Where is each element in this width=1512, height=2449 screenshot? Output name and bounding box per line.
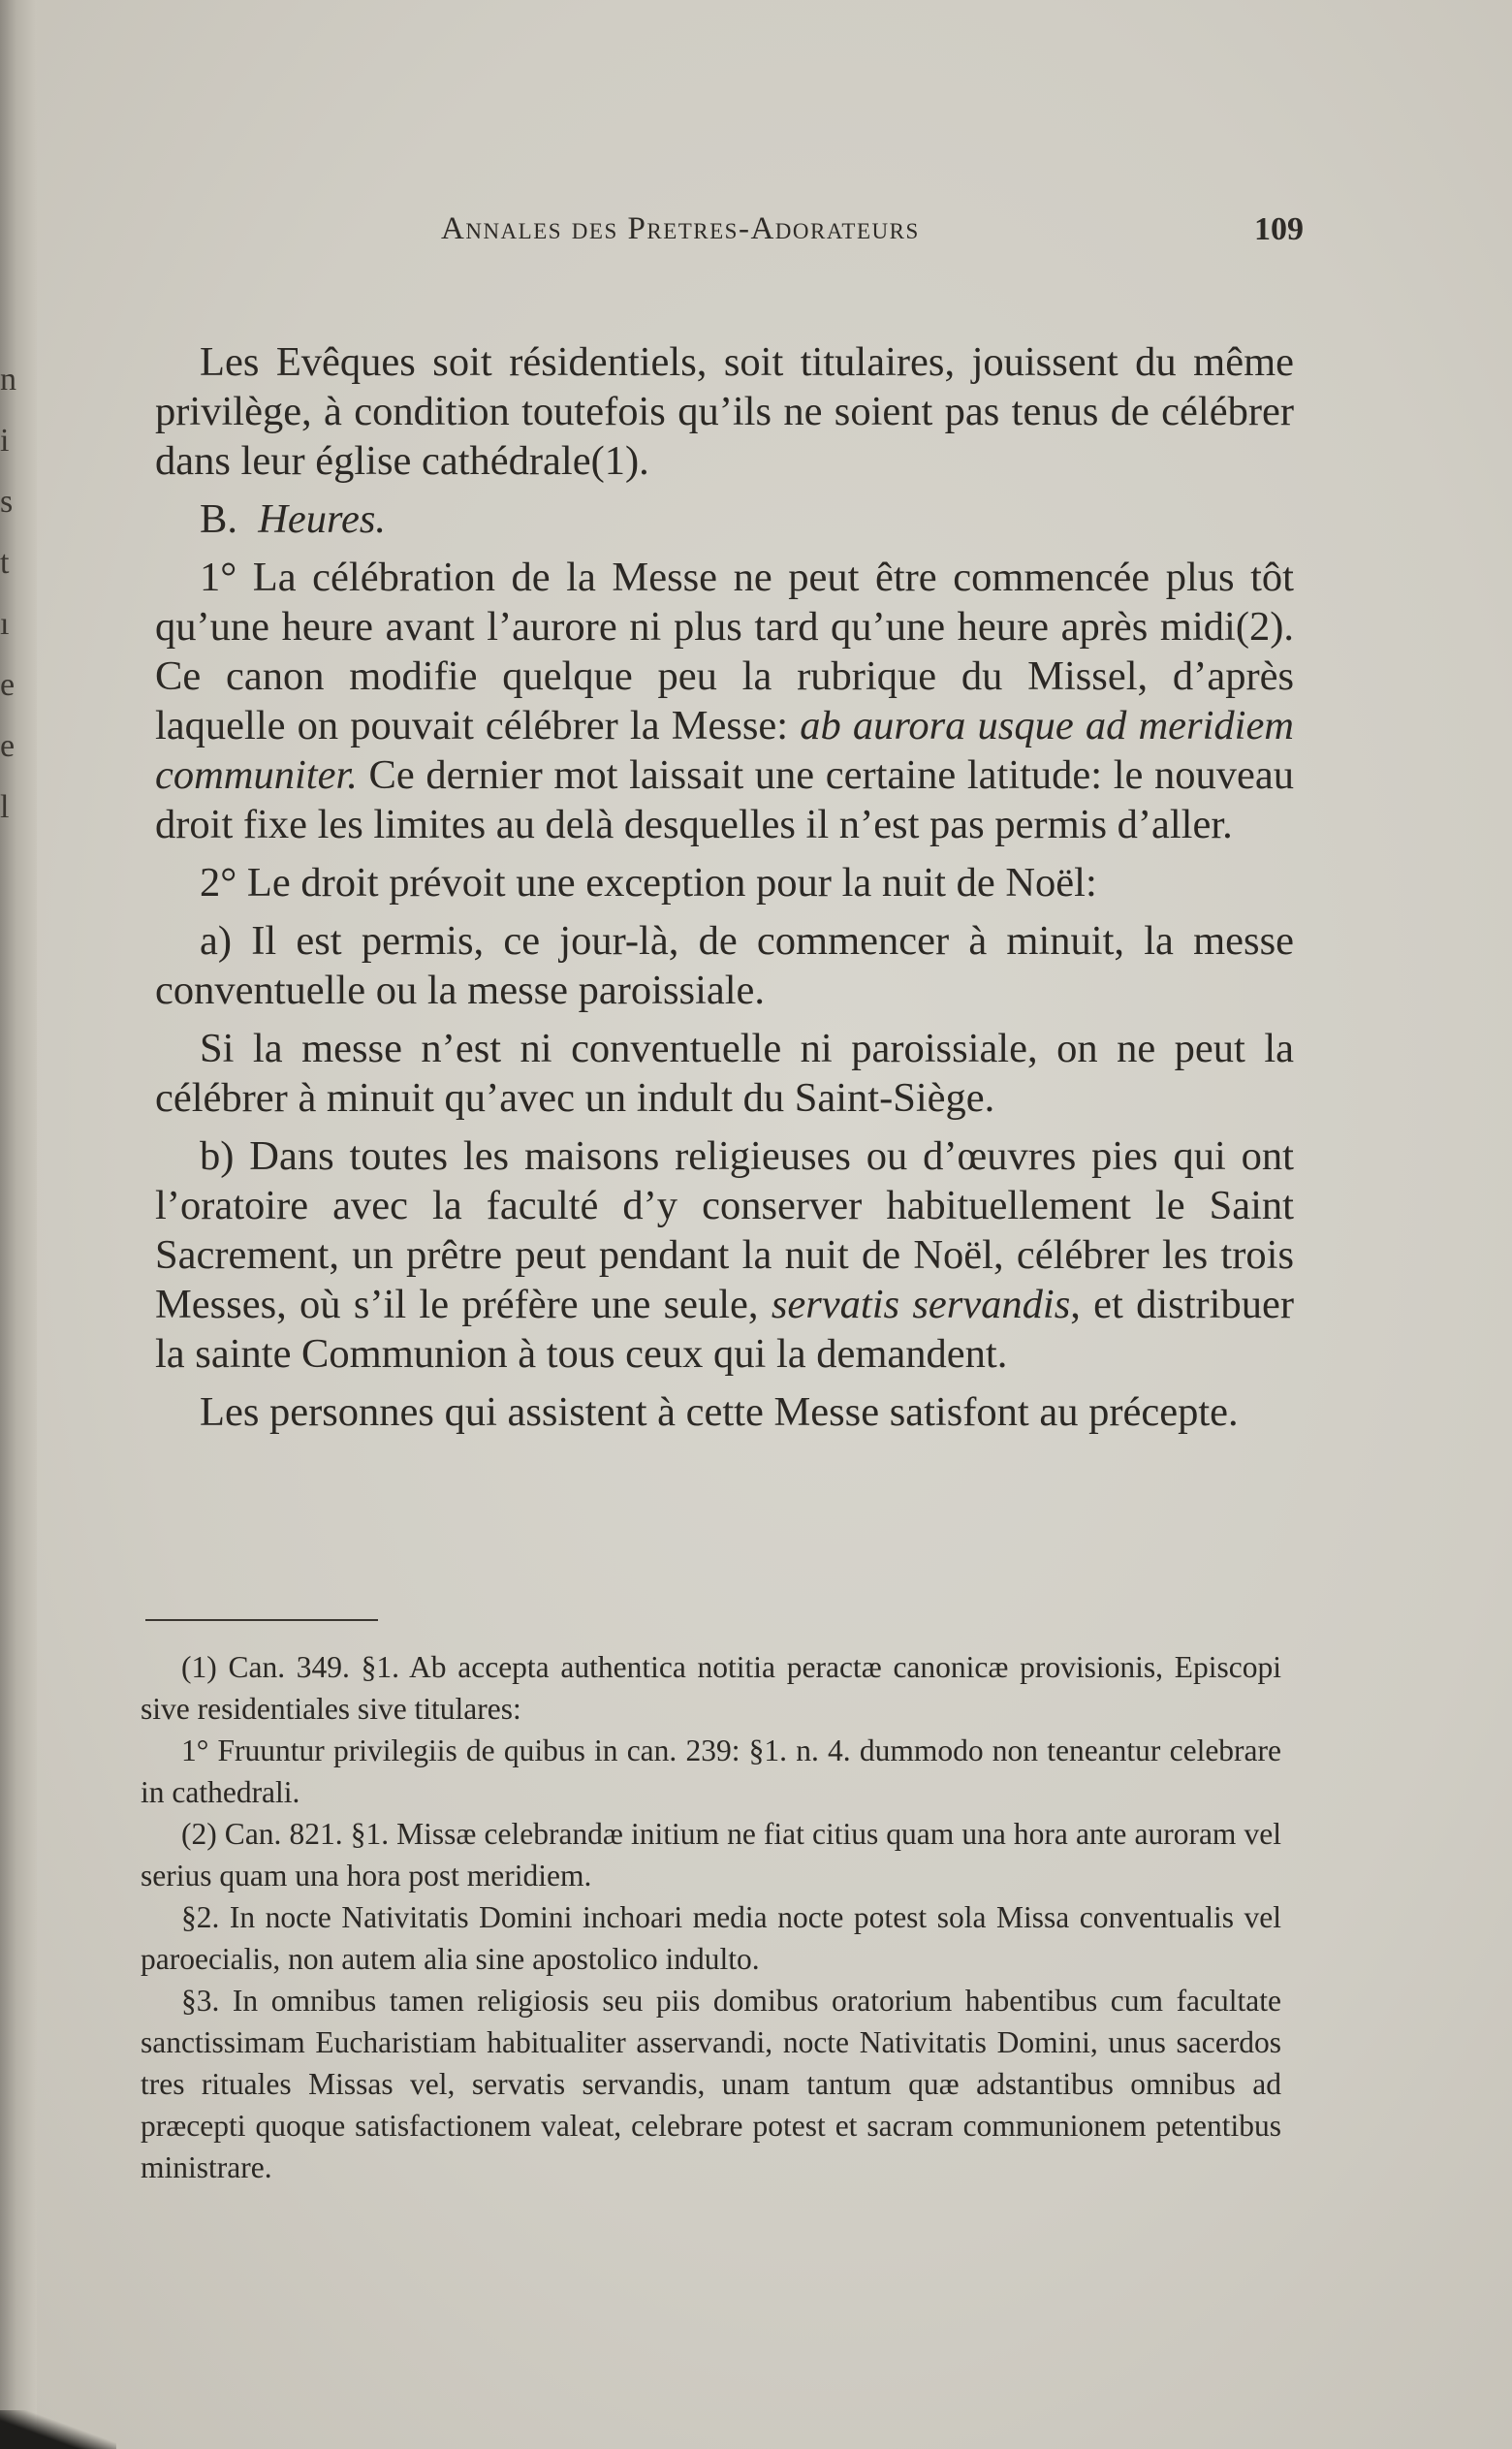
footnote: (1) Can. 349. §1. Ab accepta authentica notitia peractæ canonicæ provisionis, Episcopi sive residentiales sive titulares: (141, 1650, 1281, 1726)
heading-italic: Heures. (258, 496, 387, 542)
margin-fragments (0, 349, 16, 838)
margin-fragment: t (0, 545, 10, 581)
paragraph-indult: Si la messe n’est ni conventuelle ni paroissiale, on ne peut la célébrer à minuit qu’avec un indult du Saint-Siège. (155, 1026, 1294, 1121)
paragraph-exception: 2° Le droit prévoit une exception pour la nuit de Noël: (200, 860, 1097, 906)
paragraph-eveques: Les Evêques soit résidentiels, soit titulaires, jouissent du même privilège, à condition toutefois qu’ils ne soient pas tenus de célébrer dans leur église cathédrale(1). (155, 339, 1294, 484)
margin-fragment: s (0, 484, 14, 520)
margin-fragment: l (0, 789, 10, 825)
margin-fragment: n (0, 362, 16, 398)
footnote: §2. In nocte Nativitatis Domini inchoari media nocte potest sola Missa conventualis vel paroecialis, non autem alia sine apostolico indulto. (141, 1900, 1281, 1976)
page-header (441, 211, 1304, 260)
paragraph-a: a) Il est permis, ce jour-là, de commencer à minuit, la messe conventuelle ou la messe paroissiale. (155, 918, 1294, 1013)
dark-corner (0, 2410, 116, 2449)
footnote: 1° Fruuntur privilegiis de quibus in can. 239: §1. n. 4. dummodo non teneantur celebrare in cathedrali. (141, 1733, 1281, 1809)
margin-fragment: e (0, 667, 16, 703)
paragraph-celebration: 1° La célébration de la Messe ne peut être commencée plus tôt qu’une heure avant l’aurore ni plus tard qu’une heure après midi(2). Ce canon modifie quelque peu la rubrique du Missel, d’après laquelle on pouvait célébrer la Messe: ab aurora usque ad meridiem communiter. Ce dernier mot laissait une certaine latitude: le nouveau droit fixe les limites au delà desquelles il n’est pas permis d’aller. (155, 555, 1294, 847)
margin-fragment: ı (0, 606, 10, 642)
main-text (155, 337, 1294, 1446)
paragraph-b: b) Dans toutes les maisons religieuses ou d’œuvres pies qui ont l’oratoire avec la faculté d’y conserver habituellement le Saint Sacrement, un prêtre peut pendant la nuit de Noël, célébrer les trois Messes, où s’il le préfère une seule, servatis servandis, et distribuer la sainte Communion à tous ceux qui la demandent. (155, 1133, 1294, 1377)
footnote: (2) Can. 821. §1. Missæ celebrandæ initium ne fiat citius quam una hora ante auroram vel serius quam una hora post meridiem. (141, 1817, 1281, 1892)
page-number: 109 (1254, 211, 1304, 247)
paragraph-precepte: Les personnes qui assistent à cette Messe satisfont au précepte. (200, 1389, 1239, 1435)
footnote: §3. In omnibus tamen religiosis seu piis domibus oratorium habentibus cum facultate sanctissimam Eucharistiam habitualiter asservandi, nocte Nativitatis Domini, unus sacerdos tres rituales Missas vel, servatis servandis, unam tantum quæ adstantibus omnibus ad præcepti quoque satisfactionem valeat, celebrare potest et sacram communionem petentibus ministrare. (141, 1984, 1281, 2184)
latin-phrase: servatis servandis (771, 1282, 1071, 1327)
footnote-rule (145, 1619, 378, 1621)
margin-fragment: e (0, 728, 16, 764)
footnotes (141, 1646, 1281, 2188)
running-title: Annales des Pretres-Adorateurs (441, 211, 920, 246)
latin-quote: ab aurora usque ad meridiem communiter. (155, 703, 1294, 798)
margin-fragment: i (0, 423, 10, 459)
section-heading-heures: B. Heures. (200, 496, 387, 542)
